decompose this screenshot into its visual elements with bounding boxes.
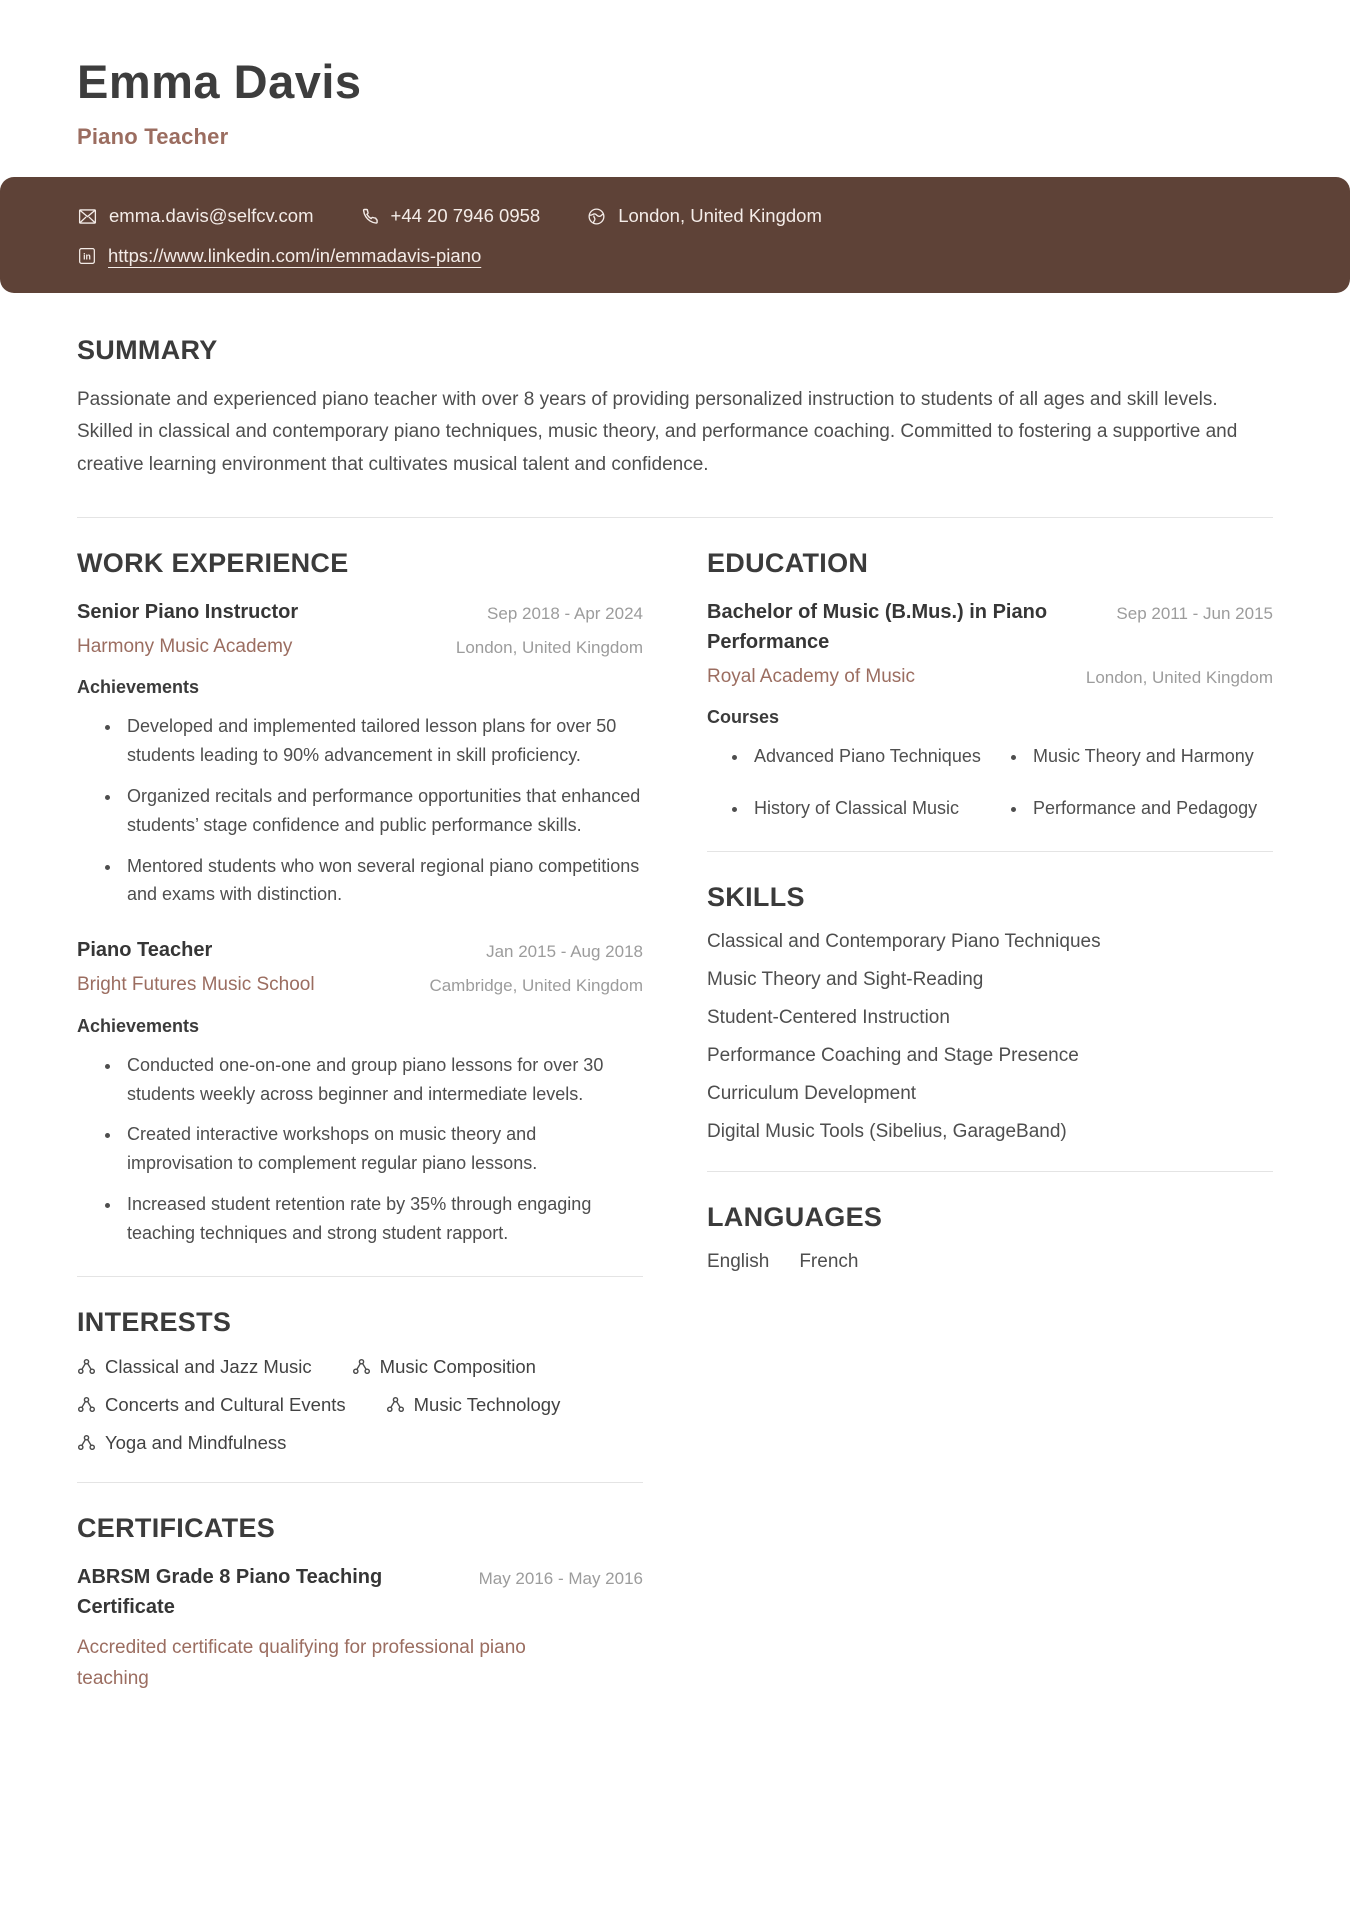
interest-item: [77, 1356, 312, 1378]
contact-bar: [0, 177, 1350, 293]
linkedin-link[interactable]: https://www.linkedin.com/in/emmadavis-piano: [108, 245, 482, 266]
contact-email-text: emma.davis@selfcv.com: [109, 205, 314, 226]
achievement-item: • Conducted one-on-one and group piano lessons for over 30 students weekly across beginner and intermediate levels.: [122, 1051, 643, 1109]
achievement-item: • Mentored students who won several regional piano competitions and exams with distinction.: [122, 852, 643, 910]
network-icon: [77, 1433, 96, 1452]
languages-section: [707, 1202, 1273, 1273]
skill-item: Music Theory and Sight-Reading: [707, 969, 984, 991]
job-location: London, United Kingdom: [455, 637, 643, 657]
interest-label: Concerts and Cultural Events: [105, 1393, 346, 1415]
divider: [77, 1276, 643, 1277]
certificate-meta: [479, 1562, 643, 1622]
job-entry-titles: [77, 597, 298, 661]
job-location: Cambridge, United Kingdom: [429, 976, 643, 996]
skill-item: Performance Coaching and Stage Presence: [707, 1045, 1079, 1067]
network-icon: [352, 1357, 371, 1376]
school-name: Royal Academy of Music: [707, 665, 916, 687]
education-section: [707, 548, 1273, 823]
skills-section: [707, 882, 1273, 1143]
language-item: English: [707, 1251, 770, 1273]
globe-icon: [586, 206, 607, 227]
job-entry-titles: [77, 935, 315, 999]
job-title: Piano Teacher: [77, 939, 213, 962]
interest-label: Music Composition: [379, 1355, 536, 1377]
job-entry: [77, 597, 643, 909]
job-entry-head: [77, 597, 643, 661]
courses-label: Courses: [707, 707, 780, 728]
achievement-item: • Developed and implemented tailored lesson plans for over 50 students leading to 90% advancement in skill proficiency.: [122, 712, 643, 770]
envelope-icon: [77, 206, 98, 227]
summary-text: Passionate and experienced piano teacher with over 8 years of providing personalized instruction to students of all ages and skill levels. Skilled in classical and contemporary piano techniques, music theory, and performance coaching. Committed to fostering a supportive and creative learning environment that cultivates musical talent and confidence.: [77, 389, 1238, 475]
interest-item: [352, 1356, 536, 1378]
contact-linkedin: [77, 245, 481, 267]
achievements-label: Achievements: [77, 1015, 200, 1036]
left-column: [77, 548, 643, 1694]
education-dates: Sep 2011 - Jun 2015: [1116, 603, 1273, 623]
skill-item: Digital Music Tools (Sibelius, GarageBand): [707, 1121, 1067, 1143]
interest-item: [386, 1394, 561, 1416]
achievements-list: [77, 1051, 643, 1248]
course-item: • History of Classical Music: [749, 795, 994, 823]
summary-section: [0, 293, 1350, 481]
contact-row-secondary: [77, 245, 1273, 267]
education-heading: EDUCATION: [707, 547, 869, 578]
certificate-description: Accredited certificate qualifying for professional piano teaching: [77, 1636, 526, 1689]
phone-icon: [360, 206, 380, 226]
skill-item: Student-Centered Instruction: [707, 1007, 950, 1029]
education-entry: [707, 597, 1273, 823]
skill-item: Curriculum Development: [707, 1083, 917, 1105]
certificate-name: ABRSM Grade 8 Piano Teaching Certificate: [77, 1565, 383, 1618]
course-item: • Music Theory and Harmony: [1028, 743, 1273, 771]
skills-list: [707, 931, 1273, 1143]
course-item: • Performance and Pedagogy: [1028, 795, 1273, 823]
certificate-entry: [77, 1562, 643, 1695]
achievements-list: [77, 712, 643, 909]
summary-heading: SUMMARY: [77, 335, 218, 365]
achievement-item: • Increased student retention rate by 35% through engaging teaching techniques and strong student rapport.: [122, 1190, 643, 1248]
language-item: French: [799, 1251, 859, 1273]
certificate-entry-head: [77, 1562, 643, 1622]
network-icon: [77, 1395, 96, 1414]
job-entry-meta: [456, 597, 643, 661]
certificates-section: [77, 1513, 643, 1695]
job-company: Bright Futures Music School: [77, 974, 315, 996]
resume-header: [0, 0, 1350, 150]
languages-list: [707, 1251, 1273, 1273]
achievement-item: • Organized recitals and performance opportunities that enhanced students’ stage confidence and public performance skills.: [122, 782, 643, 840]
languages-heading: LANGUAGES: [707, 1202, 883, 1233]
skills-heading: SKILLS: [707, 882, 805, 913]
contact-location-text: London, United Kingdom: [618, 205, 822, 226]
divider: [77, 1482, 643, 1483]
certificate-titles: [77, 1562, 422, 1622]
job-title: Senior Piano Instructor: [77, 600, 299, 623]
work-experience-heading: WORK EXPERIENCE: [77, 547, 349, 578]
job-entry: [77, 935, 643, 1247]
interests-section: [77, 1307, 643, 1454]
network-icon: [77, 1357, 96, 1376]
interest-item: [77, 1432, 286, 1454]
education-titles: [707, 597, 1052, 691]
job-company: Harmony Music Academy: [77, 635, 293, 657]
job-entry-head: [77, 935, 643, 999]
job-entry-meta: [429, 935, 643, 999]
interest-label: Classical and Jazz Music: [105, 1355, 312, 1377]
education-entry-head: [707, 597, 1273, 691]
education-meta: [1086, 597, 1273, 691]
achievements-label: Achievements: [77, 677, 200, 698]
certificate-dates: May 2016 - May 2016: [478, 1568, 643, 1588]
job-dates: Sep 2018 - Apr 2024: [487, 603, 643, 623]
network-icon: [386, 1395, 405, 1414]
education-location: London, United Kingdom: [1085, 667, 1273, 687]
interest-label: Music Technology: [413, 1393, 561, 1415]
interests-list: [77, 1356, 643, 1454]
linkedin-icon: [77, 246, 97, 266]
work-experience-section: [77, 548, 643, 1248]
right-column: [707, 548, 1273, 1273]
contact-email: [77, 205, 314, 227]
page-title: Emma Davis: [77, 55, 362, 108]
interest-label: Yoga and Mindfulness: [105, 1431, 287, 1453]
job-dates: Jan 2015 - Aug 2018: [486, 942, 643, 962]
divider: [707, 851, 1273, 852]
contact-phone: [360, 205, 541, 227]
contact-row-primary: [77, 205, 1273, 227]
certificates-heading: CERTIFICATES: [77, 1512, 276, 1543]
achievement-item: • Created interactive workshops on music theory and improvisation to complement regular piano lessons.: [122, 1120, 643, 1178]
job-role-subtitle: Piano Teacher: [77, 124, 229, 149]
degree-title: Bachelor of Music (B.Mus.) in Piano Performance: [707, 600, 1048, 653]
interest-item: [77, 1394, 346, 1416]
svg-text:in: in: [83, 251, 91, 262]
contact-phone-text: +44 20 7946 0958: [390, 205, 541, 226]
divider: [707, 1171, 1273, 1172]
contact-location: [586, 205, 822, 227]
skill-item: Classical and Contemporary Piano Techniques: [707, 931, 1101, 953]
main-columns: [0, 518, 1350, 1734]
interests-heading: INTERESTS: [77, 1306, 232, 1337]
course-item: • Advanced Piano Techniques: [749, 743, 994, 771]
courses-list: [707, 743, 1273, 823]
